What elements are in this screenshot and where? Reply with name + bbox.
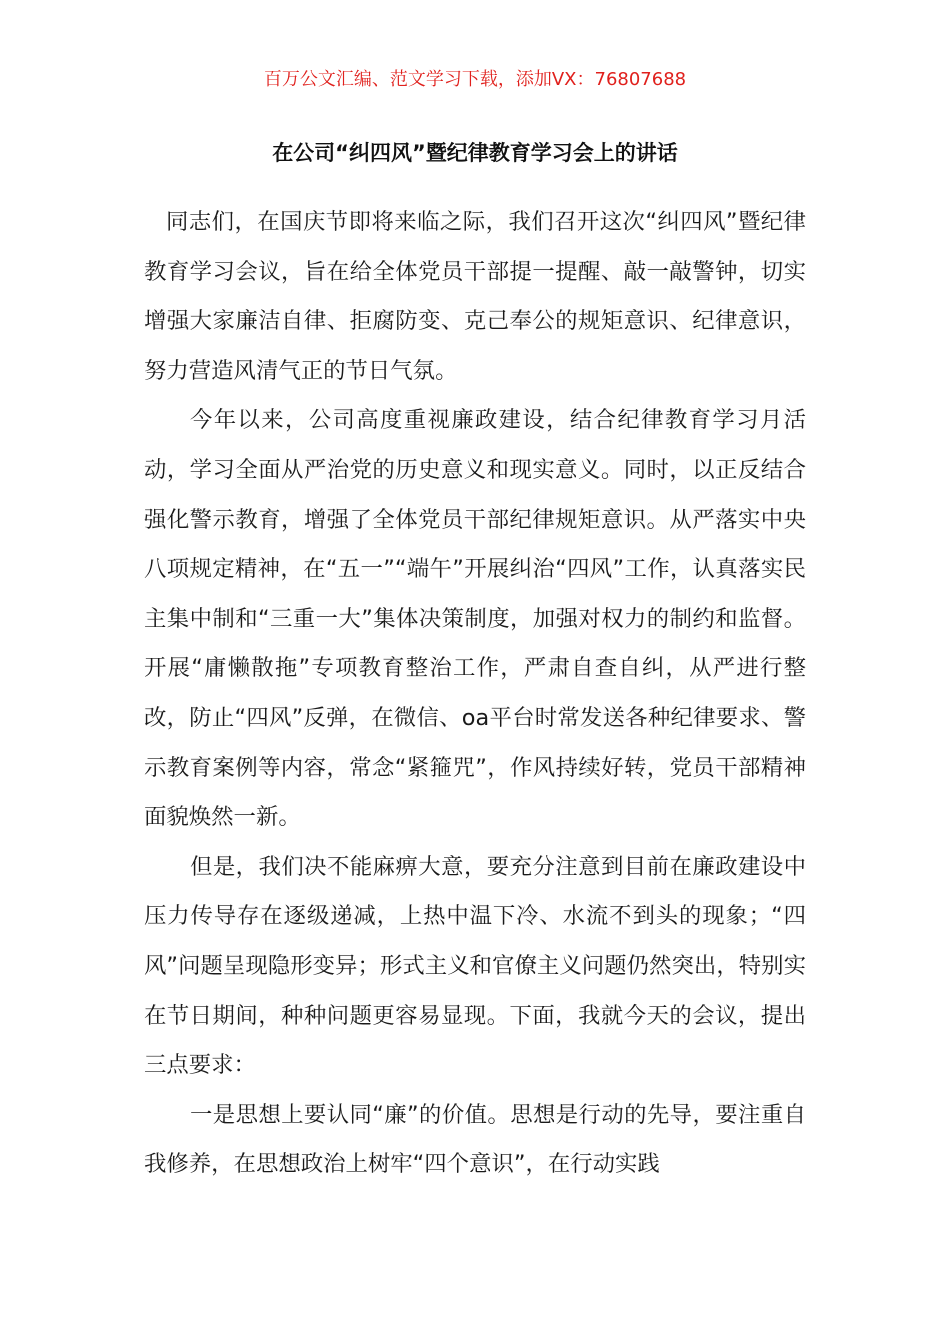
- document-title: 在公司“纠四风”暨纪律教育学习会上的讲话: [272, 141, 678, 165]
- paragraph: 同志们，在国庆节即将来临之际，我们召开这次“纠四风”暨纪律教育学习会议，旨在给全体党员干部提一提醒、敲一敲警钟，切实增强大家廉洁自律、拒腐防变、克己奉公的规矩意识、纪律意识，努力营造风清气正的节日气氛。: [144, 209, 806, 384]
- header-banner: 百万公文汇编、范文学习下载，添加VX：76807688: [263, 69, 687, 90]
- document-body: [144, 198, 806, 1190]
- paragraph: 但是，我们决不能麻痹大意，要充分注意到目前在廉政建设中压力传导存在逐级递减，上热中温下冷、水流不到头的现象；“四风”问题呈现隐形变异；形式主义和官僚主义问题仍然突出，特别实在节日期间，种种问题更容易显现。下面，我就今天的会议，提出三点要求：: [144, 853, 806, 1079]
- paragraph: 一是思想上要认同“廉”的价值。思想是行动的先导，要注重自我修养，在思想政治上树牢“四个意识”，在行动实践: [144, 1101, 806, 1178]
- paragraph: 今年以来，公司高度重视廉政建设，结合纪律教育学习月活动，学习全面从严治党的历史意义和现实意义。同时，以正反结合强化警示教育，增强了全体党员干部纪律规矩意识。从严落实中央八项规定精神，在“五一”“端午”开展纠治“四风”工作，认真落实民主集中制和“三重一大”集体决策制度，加强对权力的制约和监督。开展“庸懒散拖”专项教育整治工作，严肃自查自纠，从严进行整改，防止“四风”反弹，在微信、oa平台时常发送各种纪律要求、警示教育案例等内容，常念“紧箍咒”，作风持续好转，党员干部精神面貌焕然一新。: [144, 407, 806, 831]
